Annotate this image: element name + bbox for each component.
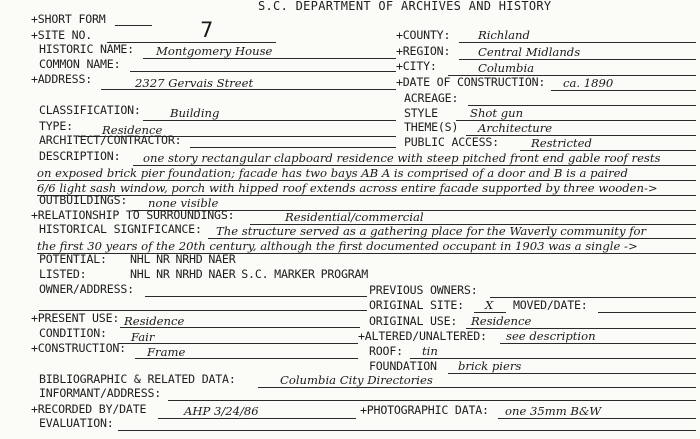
original-site-line[interactable] (474, 312, 506, 313)
original-use-value: Residence (471, 314, 532, 328)
historic-name-line[interactable] (143, 58, 396, 59)
present-use-line[interactable] (120, 327, 360, 328)
site-no-value: 7 (200, 18, 214, 42)
outbuildings-value: none visible (148, 196, 219, 210)
themes-value: Architecture (478, 121, 553, 135)
photographic-value: one 35mm B&W (505, 404, 602, 418)
style-value: Shot gun (470, 106, 524, 120)
region-value: Central Midlands (478, 45, 581, 59)
recorded-line[interactable] (158, 418, 356, 419)
outbuildings-label: OUTBUILDINGS: (39, 193, 128, 207)
county-value: Richland (478, 28, 530, 42)
date-of-construction-label: +DATE OF CONSTRUCTION: (396, 75, 546, 89)
address-label: +ADDRESS: (31, 72, 93, 86)
roof-label: ROOF: (369, 344, 403, 358)
site-no-label: +SITE NO. (31, 28, 93, 42)
altered-label: +ALTERED/UNALTERED: (358, 329, 487, 343)
short-form-label: +SHORT FORM (31, 12, 106, 26)
previous-owners-label: PREVIOUS OWNERS: (369, 283, 478, 297)
classification-line[interactable] (143, 120, 396, 121)
architect-line[interactable] (190, 147, 396, 148)
significance-line-1: The structure served as a gathering place for the Waverly community for (216, 224, 647, 238)
potential-options[interactable]: NHL NR NRHD NAER (130, 252, 236, 266)
classification-value: Building (170, 106, 220, 120)
altered-value: see description (506, 329, 596, 343)
county-line[interactable] (459, 42, 696, 43)
informant-line[interactable] (168, 400, 696, 401)
listed-label: LISTED: (39, 267, 87, 281)
region-line[interactable] (459, 59, 696, 60)
original-site-label: ORIGINAL SITE: (369, 298, 464, 312)
present-use-value: Residence (124, 314, 185, 328)
roof-value: tin (422, 344, 438, 358)
moved-date-line[interactable] (598, 312, 696, 313)
owner-address-line-1[interactable] (145, 296, 367, 297)
county-label: +COUNTY: (396, 28, 451, 42)
public-access-label: PUBLIC ACCESS: (404, 135, 499, 149)
condition-value: Fair (131, 330, 155, 344)
city-label: +CITY: (396, 59, 437, 73)
common-name-label: COMMON NAME: (39, 57, 121, 71)
address-line[interactable] (101, 89, 396, 90)
description-rule-3[interactable] (37, 195, 696, 196)
photographic-label: +PHOTOGRAPHIC DATA: (360, 403, 489, 417)
recorded-value: AHP 3/24/86 (184, 404, 259, 418)
historic-name-value: Montgomery House (156, 44, 273, 58)
construction-label: +CONSTRUCTION: (31, 341, 126, 355)
historic-name-label: HISTORIC NAME: (39, 42, 134, 56)
type-value: Residence (102, 123, 163, 137)
photographic-line[interactable] (498, 418, 696, 419)
foundation-label: FOUNDATION (369, 359, 437, 373)
condition-label: CONDITION: (39, 326, 107, 340)
region-label: +REGION: (396, 44, 451, 58)
form-title: S.C. DEPARTMENT OF ARCHIVES AND HISTORY (258, 0, 552, 13)
original-use-label: ORIGINAL USE: (369, 314, 458, 328)
address-value: 2327 Gervais Street (135, 76, 254, 90)
acreage-label: ACREAGE: (404, 91, 459, 105)
roof-line[interactable] (410, 358, 696, 359)
bibliographic-value: Columbia City Directories (280, 373, 433, 387)
type-label: TYPE: (39, 119, 73, 133)
construction-value: Frame (147, 345, 186, 359)
description-line-3: 6/6 light sash window, porch with hipped roof extends across entire facade supported by three wooden-> (37, 181, 658, 195)
foundation-line[interactable] (448, 373, 696, 374)
architect-label: ARCHITECT/CONTRACTOR: (39, 133, 182, 147)
potential-label: POTENTIAL: (39, 252, 107, 266)
description-line-2: on exposed brick pier foundation; facade has two bays AB A is comprised of a door and B is a paired (37, 166, 628, 180)
evaluation-label: EVALUATION: (39, 416, 114, 430)
relationship-label: +RELATIONSHIP TO SURROUNDINGS: (31, 208, 235, 222)
classification-label: CLASSIFICATION: (39, 103, 141, 117)
bibliographic-label: BIBLIOGRAPHIC & RELATED DATA: (39, 372, 236, 386)
altered-line[interactable] (500, 343, 696, 344)
date-of-construction-value: ca. 1890 (563, 76, 614, 90)
construction-line[interactable] (135, 358, 358, 359)
description-label: DESCRIPTION: (39, 149, 121, 163)
significance-line-2: the first 30 years of the 20th century, although the first documented occupant in 1903 was a single -> (37, 239, 638, 253)
recorded-label: +RECORDED BY/DATE (31, 402, 147, 416)
condition-line[interactable] (118, 343, 358, 344)
themes-label: THEME(S) (404, 120, 459, 134)
listed-options[interactable]: NHL NR NRHD NAER S.C. MARKER PROGRAM (130, 267, 369, 281)
present-use-label: +PRESENT USE: (31, 311, 120, 325)
evaluation-line[interactable] (118, 430, 696, 431)
moved-date-label: MOVED/DATE: (513, 298, 588, 312)
bibliographic-line[interactable] (258, 387, 696, 388)
common-name-line[interactable] (130, 71, 396, 72)
city-value: Columbia (478, 61, 535, 75)
significance-label: HISTORICAL SIGNIFICANCE: (39, 222, 202, 236)
public-access-value: Restricted (531, 136, 592, 150)
description-line-1: one story rectangular clapboard residence with steep pitched front end gable roof rests (143, 151, 661, 165)
informant-label: INFORMANT/ADDRESS: (39, 386, 162, 400)
foundation-value: brick piers (458, 359, 522, 373)
short-form-line[interactable] (115, 25, 152, 26)
original-site-value: X (485, 298, 494, 312)
style-label: STYLE (404, 106, 438, 120)
relationship-value: Residential/commercial (285, 210, 424, 224)
date-of-construction-line[interactable] (551, 90, 696, 91)
owner-address-label: OWNER/ADDRESS: (39, 282, 134, 296)
